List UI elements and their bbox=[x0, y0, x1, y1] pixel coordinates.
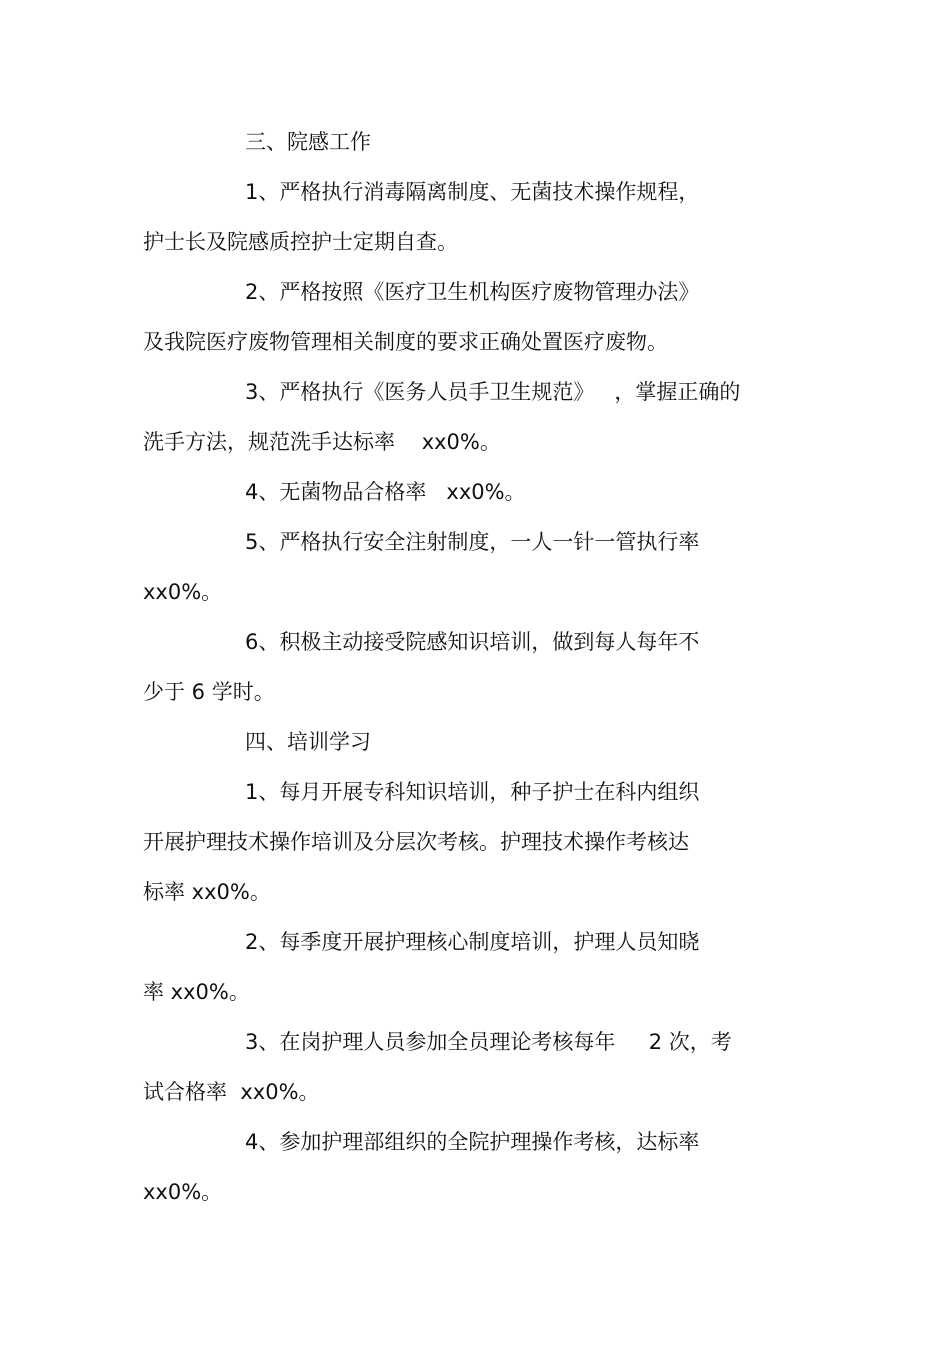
paragraph-line: 1、严格执行消毒隔离制度、无菌技术操作规程， bbox=[245, 180, 700, 204]
paragraph-line: 2、严格按照《医疗卫生机构医疗废物管理办法》 bbox=[245, 280, 700, 304]
paragraph-line: 4、参加护理部组织的全院护理操作考核，达标率 bbox=[245, 1130, 700, 1154]
paragraph-line: 4、无菌物品合格率 xx0%。 bbox=[245, 480, 526, 504]
paragraph-line: 护士长及院感质控护士定期自查。 bbox=[143, 230, 458, 254]
paragraph-line: 率 xx0%。 bbox=[143, 980, 250, 1004]
paragraph-line: 2、每季度开展护理核心制度培训，护理人员知晓 bbox=[245, 930, 700, 954]
paragraph-line: 洗手方法，规范洗手达标率 xx0%。 bbox=[143, 430, 501, 454]
paragraph-line: xx0%。 bbox=[143, 580, 223, 604]
paragraph-line: 及我院医疗废物管理相关制度的要求正确处置医疗废物。 bbox=[143, 330, 668, 354]
paragraph-line: 1、每月开展专科知识培训，种子护士在科内组织 bbox=[245, 780, 700, 804]
paragraph-line: 标率 xx0%。 bbox=[143, 880, 271, 904]
section-heading: 三、院感工作 bbox=[245, 130, 371, 154]
paragraph-line: 3、在岗护理人员参加全员理论考核每年 2 次，考 bbox=[245, 1030, 732, 1054]
paragraph-line: 5、严格执行安全注射制度，一人一针一管执行率 bbox=[245, 530, 700, 554]
paragraph-line: xx0%。 bbox=[143, 1180, 223, 1204]
paragraph-line: 开展护理技术操作培训及分层次考核。护理技术操作考核达 bbox=[143, 830, 689, 854]
paragraph-line: 3、严格执行《医务人员手卫生规范》 ，掌握正确的 bbox=[245, 380, 741, 404]
section-heading: 四、培训学习 bbox=[245, 730, 371, 754]
paragraph-line: 6、积极主动接受院感知识培训，做到每人每年不 bbox=[245, 630, 700, 654]
paragraph-line: 试合格率 xx0%。 bbox=[143, 1080, 320, 1104]
paragraph-line: 少于 6 学时。 bbox=[143, 680, 275, 704]
